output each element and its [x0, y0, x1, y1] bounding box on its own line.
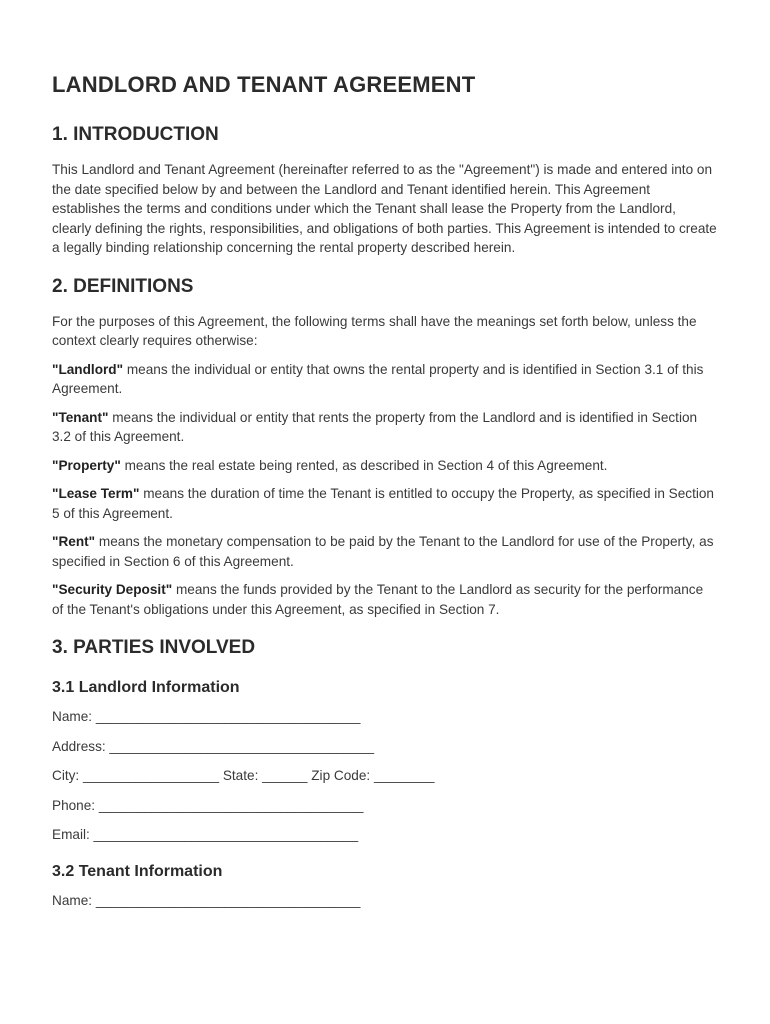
tenant-info-heading: 3.2 Tenant Information [52, 862, 223, 880]
landlord-city-state-zip-field[interactable]: City: __________________ State: ______ Zip Code: ________ [52, 768, 435, 783]
landlord-info-heading: 3.1 Landlord Information [52, 679, 240, 696]
tenant-name-field[interactable]: Name: ___________________________________ [52, 892, 361, 908]
definition-landlord [52, 360, 718, 399]
landlord-info [52, 679, 718, 847]
definition-text: means the monetary compensation to be paid by the Tenant to the Landlord for use of the Property, as specified in Section 6 of this Agreement. [52, 534, 714, 569]
landlord-phone-field[interactable]: Phone: ___________________________________ [52, 797, 364, 813]
definitions-intro: For the purposes of this Agreement, the following terms shall have the meanings set forth below, unless the context clearly requires otherwise: [52, 313, 697, 348]
introduction-text: This Landlord and Tenant Agreement (hereinafter referred to as the "Agreement") is made and entered into on the date specified below by and between the Landlord and Tenant identified herein. This Agreement establishes the terms and conditions under which the Tenant shall lease the Property from the Landlord, clearly defining the rights, responsibilities, and obligations of both parties. This Agreement is intended to create a legally binding relationship concerning the rental property described herein. [52, 162, 717, 255]
definition-property [52, 456, 718, 476]
landlord-address-field[interactable]: Address: ___________________________________ [52, 738, 375, 754]
parties-heading: 3. PARTIES INVOLVED [52, 637, 256, 658]
tenant-info [52, 863, 718, 913]
definition-rent [52, 532, 718, 571]
definition-text: means the funds provided by the Tenant to the Landlord as security for the performance of the Tenant's obligations under this Agreement, as specified in Section 7. [52, 582, 704, 617]
definition-term: "Landlord" [52, 361, 124, 377]
definition-text: means the individual or entity that rents the property from the Landlord and is identified in Section 3.2 of this Agreement. [52, 409, 698, 444]
definition-text: means the individual or entity that owns the rental property and is identified in Section 3.1 of this Agreement. [52, 361, 704, 396]
parties-section [52, 637, 718, 912]
definition-term: "Property" [52, 457, 121, 473]
definition-security-deposit [52, 580, 718, 619]
definition-term: "Security Deposit" [52, 582, 173, 597]
document-title: LANDLORD AND TENANT AGREEMENT [52, 72, 476, 97]
definitions-section [52, 276, 718, 620]
definitions-heading: 2. DEFINITIONS [52, 275, 194, 297]
introduction-heading: 1. INTRODUCTION [52, 124, 219, 145]
introduction-section [52, 124, 718, 258]
landlord-name-field[interactable]: Name: ___________________________________ [52, 709, 361, 724]
definition-term: "Lease Term" [52, 486, 140, 501]
definition-lease-term [52, 484, 718, 523]
definition-term: "Rent" [52, 534, 96, 549]
landlord-email-field[interactable]: Email: ___________________________________ [52, 827, 359, 842]
definition-term: "Tenant" [52, 409, 109, 425]
definition-text: means the duration of time the Tenant is entitled to occupy the Property, as specified in Section 5 of this Agreement. [52, 486, 714, 521]
definition-text: means the real estate being rented, as described in Section 4 of this Agreement. [120, 457, 608, 473]
definition-tenant [52, 408, 718, 447]
